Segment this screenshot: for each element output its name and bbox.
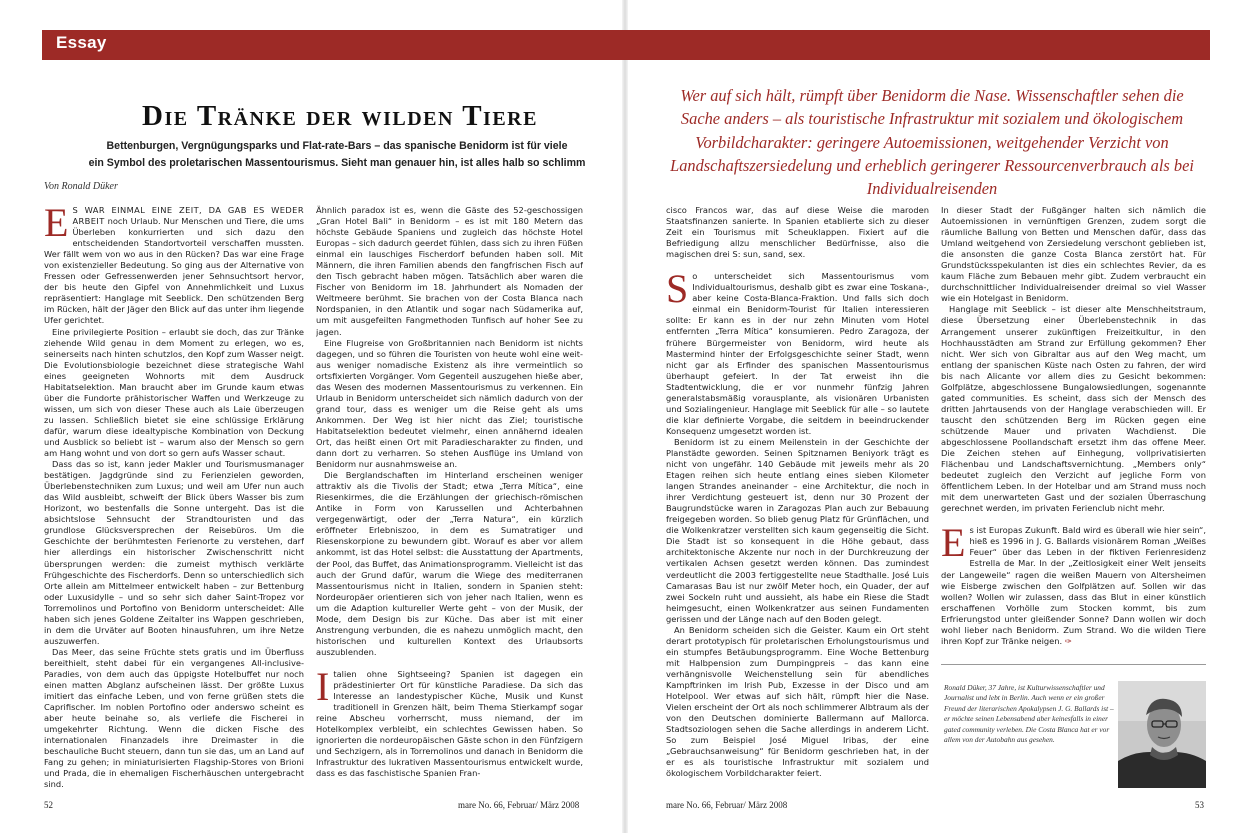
text-column-1 (44, 205, 304, 793)
paragraph (44, 205, 304, 327)
paragraph: Ähnlich paradox ist es, wenn die Gäste des 52-geschossigen „Gran Hotel Bali“ in Benidorm – es ist mit 180 Metern das höchste Gebäude Spaniens und zugleich das höchste Hotel Europas – sich dadurch geerdet fühlen, dass sich zu ihren Füßen einmal ein lauschiges Fischerdorf befunden haben soll. Mit Männern, die ihren Familien abends den fangfrischen Fisch auf den Tisch gebracht haben mögen. Tatsächlich aber waren die Fischer von Benidorm im 18. Jahrhundert als Nomaden der Weltmeere berühmt. Sie brachen von der Costa Blanca nach Nordspanien, in den Atlantik und sogar nach Südamerika auf, um mit ausgefeilten Fangmethoden Tunfisch auf hoher See zu jagen. (316, 205, 583, 337)
author-photo (1118, 681, 1206, 788)
paragraph-text: talien ohne Sightseeing? Spanien ist dagegen ein prädestinierter Ort für künstliche Paradiese. Da sich das Interesse an landestypischer Küche, Musik und Kunst traditionell in Grenzen hält, beim Thema Stierkampf sogar reine Abscheu vorherrscht, muss niemand, der im Hotelkomplex verbleibt, ein schlechtes Gewissen haben. So ignorierten die nordeuropäischen Gäste schon in den Fünfzigern und Sechzigern, als in Torremolinos und danach in Benidorm die Infrastruktur des lukrativen Massentourismus entwickelt wurde, dass es das faschistische Spanien Fran- (316, 668, 583, 779)
paragraph (666, 266, 929, 437)
paragraph: Dass das so ist, kann jeder Makler und Tourismusmanager bestätigen. Jagdgründe sind zu Ferienzielen geworden, Überlebenstechniken zum Luxus; und weil am Ufer nun auch das Wild ausbleibt, schweift der Blick übers Wasser bis zum Horizont, wo bestenfalls die Sonne untergeht. Das ist die absichtslose Sehnsucht der Strandtouristen und das grundlose Glücksversprechen der Reisebüros. Um die Geschichte der berühmtesten Ferienorte zu verstehen, darf hier allerdings ein historischer Zwischenschritt nicht übersprungen werden: die zumeist mythisch verklärte Frühgeschichte des Fischerdorfs. Denn so unterschiedlich sich Orte allein am Mittelmeer entwickelt haben – zur Bettenburg oder Luxusidylle – und so sehr sich daher Saint-Tropez vor Torremolinos und Portofino von Benidorm unterscheidet: Alle haben sich jenes Goldene Zeitalter ins Wappen geschrieben, in dem die Urväter auf Booten hinausfuhren, um ihre Netze auszuwerfen. (44, 459, 304, 646)
paragraph: Hanglage mit Seeblick – ist dieser alte Menschheitstraum, diese Übersetzung einer Überlebenstechnik in das Arrangement unserer zukünftigen Freizeitkultur, in den Hochhausstädten am Strand zur Erfüllung gekommen? Eher nicht. Wer sich von Gibraltar aus auf den Weg macht, um entlang der spanischen Küste nach Osten zu fahren, der wird bis nach Alicante vor allem dies zu Gesicht bekommen: Golfplätze, abgeschlossene Bungalowsiedlungen, sogenannte gated communities. Es scheint, dass sich der Mensch des dritten Jahrtausends von der Hanglage verabschieden will. Er tauscht den schützenden Berg im Rücken gegen eine schützende Mauer und privaten Wachdienst. Die abgeschlossene Poollandschaft ersetzt ihm das offene Meer. Die Zeichen stehen auf Einhegung, vollprivatisierten Flächenbau und Landschaftsvernichtung. „Members only“ bedeutet zugleich den Verzicht auf jegliche Form von öffentlichem Leben. In der Hotelbar und am Strand muss noch mit dem unerwarteten Gast und der sozialen Überraschung gerechnet werden, im privaten Ferienclub nicht mehr. (941, 304, 1206, 514)
drop-cap: E (941, 520, 966, 566)
magazine-issue-right: mare No. 66, Februar/ März 2008 (666, 800, 788, 810)
paragraph-text: o unterscheidet sich Massentourismus vom Individualtourismus, deshalb gibt es zwar eine Toskana-, aber keine Costa-Blanca-Fraktion. Und falls sich doch einmal ein Benidorm-Tourist für Italien interessieren sollte: Er kann es in der nur zehn Minuten vom Hotel entfernten „Terra Mítica“ konsumieren. Pedro Zaragoza, der frühere Bürgermeister von Benidorm, wird heute als Mastermind hinter der Erfolgsgeschichte seiner Stadt, wenn nicht gar als Erfinder des spanischen Massentourismus überhaupt gefeiert. In der Tat erweist ihn die Stadtentwicklung, die er vor nunmehr fünfzig Jahren generalstabsmäßig vorausplante, als visionären Urbanisten und Sozialingenieur. Hanglage mit Seeblick für alle – so lautete die klar definierte Vorgabe, die seitdem in beeindruckender Konsequenz umgesetzt worden ist. (666, 271, 929, 436)
paragraph (941, 520, 1206, 647)
section-header-bar (42, 30, 1210, 60)
text-column-4 (941, 205, 1206, 665)
page-number-right: 53 (1195, 800, 1204, 810)
paragraph: In dieser Stadt der Fußgänger halten sich nämlich die Autoemissionen in vernünftigen Grenzen, zudem sorgt die räumliche Ballung von Betten und Menschen dafür, dass das Umland weitgehend von Zersiedelung verschont geblieben ist, die ansonsten die ganze Costa Blanca zerstört hat. Für Grundstücksspekulanten ist dies ein schlechtes Revier, da es kaum Fläche zum Bebauen mehr gibt. Zudem verbraucht ein durchschnittlicher Individualreisender dreimal so viel Wasser wie ein Hotelgast in Benidorm. (941, 205, 1206, 304)
text-column-3 (666, 205, 929, 793)
author-bio: Ronald Düker, 37 Jahre, ist Kulturwissenschaftler und Journalist und lebt in Berlin. Auch wenn er ein großer Freund der literarischen Apokalypsen J. G. Ballards ist – er möchte seinen Lebensabend aber keinesfalls in einer gated community verleben. Die Costa Blanca hat er vor allem von der Autobahn aus gesehen. (944, 683, 1114, 745)
paragraph: Benidorm ist zu einem Meilenstein in der Geschichte der Planstädte geworden. Seinen Spitznamen Beniyork trägt es nicht von ungefähr. 140 Gebäude mit jeweils mehr als 20 Etagen reihen sich heute entlang eines sieben Kilometer langen Strandes aneinander – eine Architektur, die noch in ihrer Verdichtung gesteuert ist, denn nur 30 Prozent der Baugrundstücke waren in Zaragozas Plan auch zur Bebauung freigegeben worden. So blieb genug Platz für Grünflächen, und die Wolkenkratzer verstellten sich kaum gegenseitig die Sicht. Die Stadt ist so konsequent in die Höhe gebaut, dass architektonische Akzente nur noch in der Durchkreuzung der vertikalen Achsen gesetzt werden können. Das zumindest verdeutlicht die 2003 fertiggestellte neue Stadthalle. José Luis Camarasas Bau ist nur zwölf Meter hoch, ein Quader, der auf zwei Sockeln ruht und aussieht, als habe ein Riese die Stadt heimgesucht, einen Wolkenkratzer aus seinen Fundamenten gerissen und der Länge nach auf den Boden gelegt. (666, 436, 929, 624)
article-headline: Die Tränke der wilden Tiere (142, 100, 538, 132)
pull-quote: Wer auf sich hält, rümpft über Benidorm die Nase. Wissenschaftler sehen die Sache anders – als touristische Infrastruktur mit sozialem und ökologischem Vorbildcharakter: geringere Autoemissionen, weitgehender Verzicht von Landschaftszersiedelung und erheblich geringerer Ressourcenverbrauch als bei Individualreisenden (670, 86, 1194, 199)
page-gutter (622, 0, 628, 833)
drop-cap: E (44, 205, 69, 245)
paragraph: Das Meer, das seine Früchte stets gratis und im Überfluss bereithielt, steht dabei für ein vergangenes All-inclusive-Paradies, von dem auch das üppigste Hotelbuffet nur noch einen matten Abglanz aufscheinen lässt. Der größte Luxus imitiert das einfache Leben, und von ferne grüßen stets die Caprifischer. Im noblen Portofino oder anderswo scheint es aber heute beinahe so, als verliefe die Fischerei in umgekehrter Richtung. Wenn die dicken Fische des internationalen Finanzadels ihre Dreimaster in die beschauliche Bucht steuern, dann tun sie das, um an Land auf Fang zu gehen; in miniaturisierten Flagship-Stores von Brioni und Prada, die in ehemaligen Fischerhäuschen untergebracht sind. (44, 646, 304, 790)
paragraph-text: s ist Europas Zukunft. Bald wird es überall wie hier sein“, hieß es 1996 in J. G. Ballards visionärem Roman „Weißes Feuer“ über das Leben in der fiktiven Ferienresidenz Estrella de Mar. In der „Zeitlosigkeit einer Welt jenseits der Langeweile“ ragen die weißen Mauern von Altersheimen wie Eisberge zwischen den Golfplätzen auf. Sollen wir das wollen? Wollen wir zulassen, dass das Blut in einer künstlich erschaffenen Vorhölle zum Stocken kommt, bis zum Erfrierungstod unter gleißender Sonne? Dann wollen wir doch wohl lieber nach Benidorm. Zum Strand. Wo die wilden Tiere ihren Kopf zur Tränke neigen. (941, 525, 1206, 646)
magazine-issue-left: mare No. 66, Februar/ März 2008 (458, 800, 580, 810)
deck-line: Bettenburgen, Vergnügungsparks und Flat-rate-Bars – das spanische Benidorm ist für viele (106, 140, 568, 152)
text-column-2 (316, 205, 583, 793)
lead-in-caps: S WAR EINMAL EINE ZEIT, DA GAB ES WEDER ARBEIT (72, 205, 304, 227)
author-portrait-icon (1118, 681, 1206, 788)
deck-line: ein Symbol des proletarischen Massentourismus. Sieht man genauer hin, ist alles halb so schlimm (88, 157, 586, 169)
paragraph: Eine Flugreise von Großbritannien nach Benidorm ist nichts dagegen, und so führen die Touristen von heute wohl eine weit-aus weniger nomadische Existenz als ihre vermeintlich so ortsfixierten Vorgänger. Vom Gegenteil auszugehen hieße aber, das Wesen des modernen Massentourismus zu verkennen. Ein Urlaub in Benidorm unterscheidet sich nämlich dadurch von der grand tour, dass es weniger um die Reise geht als ums Ankommen. Der Weg ist hier nicht das Ziel; touristische Habitatselektion bedeutet vielmehr, einen annähernd idealen Ort, das heißt einen Ort mit Paradiescharakter zu finden, und dann dort zu verharren. So stehen Ausflüge ins Umland von Benidorm nur ausnahmsweise an. (316, 337, 583, 470)
paragraph: cisco Francos war, das auf diese Weise die maroden Staatsfinanzen sanierte. In Spanien etablierte sich zu dieser Zeit ein Tourismus mit Scheuklappen. Fixiert auf die Befriedigung allzu menschlicher Bedürfnisse, also die magischen drei S: sun, sand, sex. (666, 205, 929, 260)
paragraph: Eine privilegierte Position – erlaubt sie doch, das zur Tränke ziehende Wild genau in dem Moment zu erlegen, wo es, seinerseits nach hinten schutzlos, den Kopf zum Wasser neigt. Die Evolutionsbiologie bezeichnet diese strategische Wahl eines geeigneten Wohnorts mit dem Ausdruck Habitatselektion. Man braucht aber im Grunde kaum etwas über die Fundorte prähistorischer Waffen und Werkzeuge zu wissen, um sich von dieser These auch als Laie überzeugen zu lassen. Schließlich bietet sie eine schlüssige Erklärung dafür, warum diese idealtypische Kombination von Deckung und Ausblick so beliebt ist – warum also der Mensch so gern am Hang wohnt und von dort so gern aufs Wasser schaut. (44, 326, 304, 459)
paragraph-text: noch Urlaub. Nur Menschen und Tiere, die ums Überleben konkurrierten und sich dazu den entscheidenden Standortvorteil verschaffen mussten. Wer fällt wem von wo aus in den Rücken? Das war eine Frage von existenzieller Bedeutung. So ging aus der Alternative von Fressen oder Gefressenwerden jener Sehnsuchtsort hervor, der bis heute den Gipfel von Annehmlichkeit und Luxus repräsentiert: Hanglage mit Seeblick. Den schützenden Berg im Rücken, hält der Jäger den Blick auf das unter ihm liegende Ufer gerichtet. (44, 216, 304, 326)
section-label: Essay (56, 33, 107, 52)
paragraph: Die Berglandschaften im Hinterland erscheinen weniger attraktiv als die Tivolis der Stadt; etwa „Terra Mítica“, eine Riesenkirmes, die die Erzählungen der griechisch-römischen Antike in Form von Karussellen und Achterbahnen vergegenwärtigt, oder der „Terra Natura“, ein kürzlich eröffneter Erlebniszoo, in dem es Sumatratiger und Riesenskorpione zu bewundern gibt. Worauf es aber vor allem ankommt, ist das Hotel selbst: die Ausstattung der Apartments, der Pool, das Buffet, das Animationsprogramm. Vielleicht ist das auch der Grund dafür, warum die Wiege des mediterranen Massentourismus nicht in Italien, sondern in Spanien steht: Nordeuropäer orientieren sich von jeher nach Italien, wenn es um die Adaption kultureller Werte geht – von der Musik, der Mode, dem Design bis zur Küche. Das aber ist mit einer Anstrengung verbunden, die es nahezu unmöglich macht, den historischen und kulturellen Kontext des Urlaubsorts auszublenden. (316, 470, 583, 657)
byline: Von Ronald Düker (44, 181, 118, 192)
author-box-divider (941, 664, 1206, 665)
page-number-left: 52 (44, 800, 53, 810)
paragraph (316, 663, 583, 779)
paragraph: An Benidorm scheiden sich die Geister. Kaum ein Ort steht derart prototypisch für proletarischen Erholungstourismus und ein stumpfes Betäubungsprogramm. Eine Woche Bettenburg mit Halbpension zum Dumpingpreis – das kann eine verhängnisvolle Weichenstellung sein für abendliches Kampftrinken im Irish Pub, Exzesse in der Disco und am Hotelpool. Wer etwas auf sich hält, rümpft hier die Nase. Vielen erscheint der Ort als noch schlimmerer Albtraum als der von den Deutschen dominierte Ballermann auf Mallorca. Stadtsoziologen sehen die Sache allerdings in anderem Licht. So zum Beispiel José Miguel Iribas, der eine „Gebrauchsanweisung“ für Benidorm geschrieben hat, in der er es als touristische Infrastruktur mit sozialem und ökologischem Vorbildcharakter feiert. (666, 624, 929, 779)
drop-cap: S (666, 266, 689, 312)
article-deck (62, 138, 612, 172)
drop-cap: I (316, 663, 330, 709)
end-mark-icon: ✑ (1064, 635, 1072, 646)
